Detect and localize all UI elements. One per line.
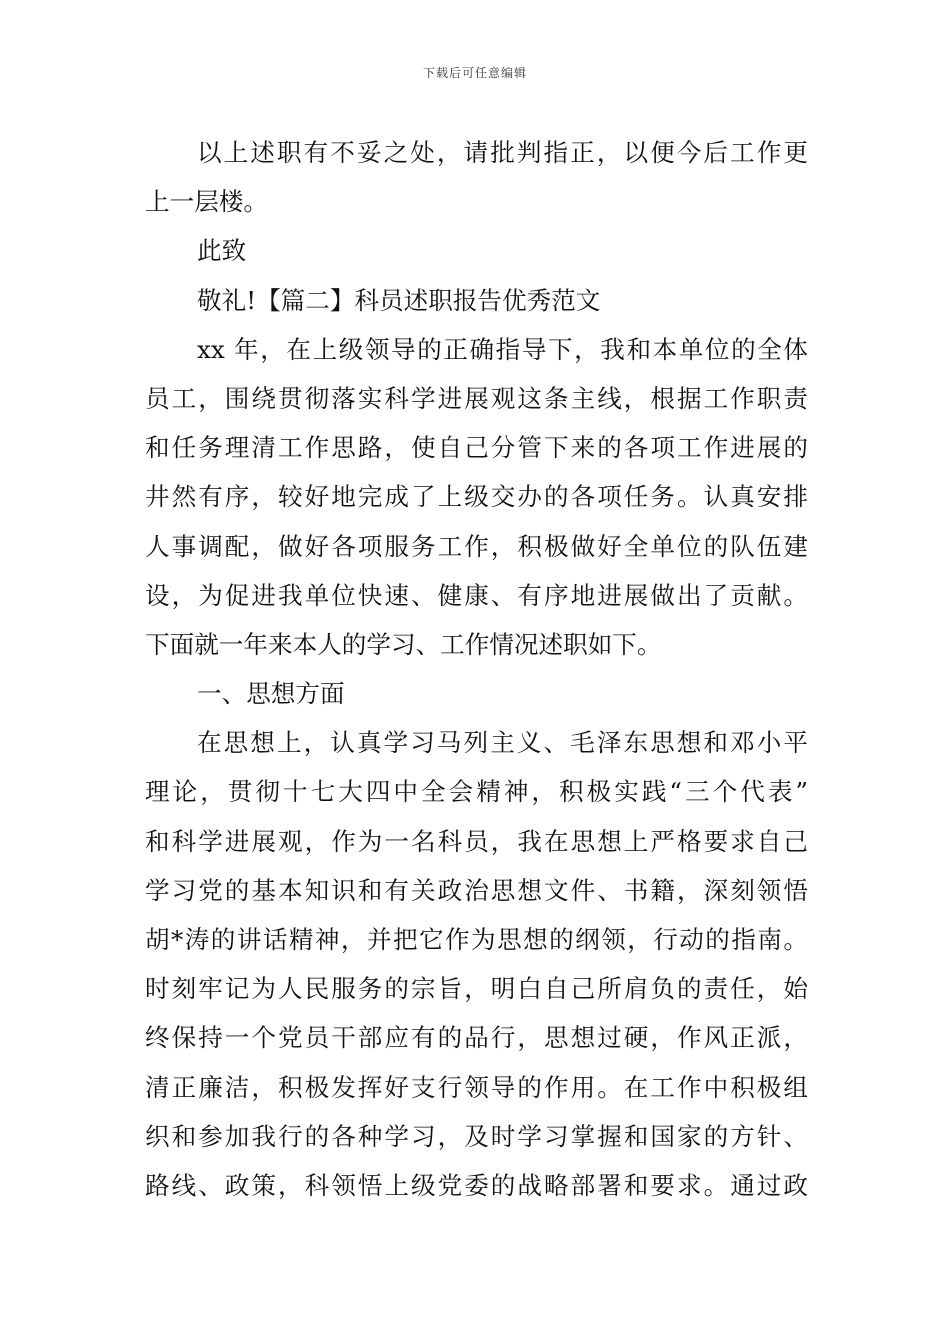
text-line: 一、思想方面 [197,679,345,709]
text-line: xx 年，在上级领导的正确指导下，我和本单位的全体 [197,334,808,364]
text-line: 员工，围绕贯彻落实科学进展观这条主线，根据工作职责 [145,383,808,413]
text-line: 胡*涛的讲话精神，并把它作为思想的纲领，行动的指南。 [145,925,808,954]
text-line: 此致 [197,236,247,266]
page-header: 下载后可任意编辑 [422,66,527,80]
text-line: 学习党的基本知识和有关政治思想文件、书籍，深刻领悟 [145,875,808,905]
text-line: 理论，贯彻十七大四中全会精神，积极实践“三个代表” [145,777,808,807]
text-line: 下面就一年来本人的学习、工作情况述职如下。 [145,629,662,659]
text-line: 时刻牢记为人民服务的宗旨，明白自己所肩负的责任，始 [145,974,808,1004]
text-line: 敬礼!【篇二】科员述职报告优秀范文 [197,285,601,315]
text-line: 和任务理清工作思路，使自己分管下来的各项工作进展的 [145,433,808,463]
text-line: 在思想上，认真学习马列主义、毛泽东思想和邓小平 [197,728,808,758]
text-line: 上一层楼。 [145,187,268,217]
text-line: 以上述职有不妥之处，请批判指正，以便今后工作更 [197,138,808,167]
text-line: 设，为促进我单位快速、健康、有序地进展做出了贡献。 [145,580,808,610]
text-line: 路线、政策，科领悟上级党委的战略部署和要求。通过政 [145,1170,808,1200]
text-line: 人事调配，做好各项服务工作，积极做好全单位的队伍建 [145,531,808,561]
text-line: 终保持一个党员干部应有的品行，思想过硬，作风正派， [145,1023,808,1053]
text-line: 清正廉洁，积极发挥好支行领导的作用。在工作中积极组 [145,1072,808,1102]
text-line: 井然有序，较好地完成了上级交办的各项任务。认真安排 [145,482,808,512]
text-line: 和科学进展观，作为一名科员，我在思想上严格要求自己 [145,826,808,856]
document-body [145,128,808,1210]
text-line: 织和参加我行的各种学习，及时学习掌握和国家的方针、 [145,1121,808,1151]
